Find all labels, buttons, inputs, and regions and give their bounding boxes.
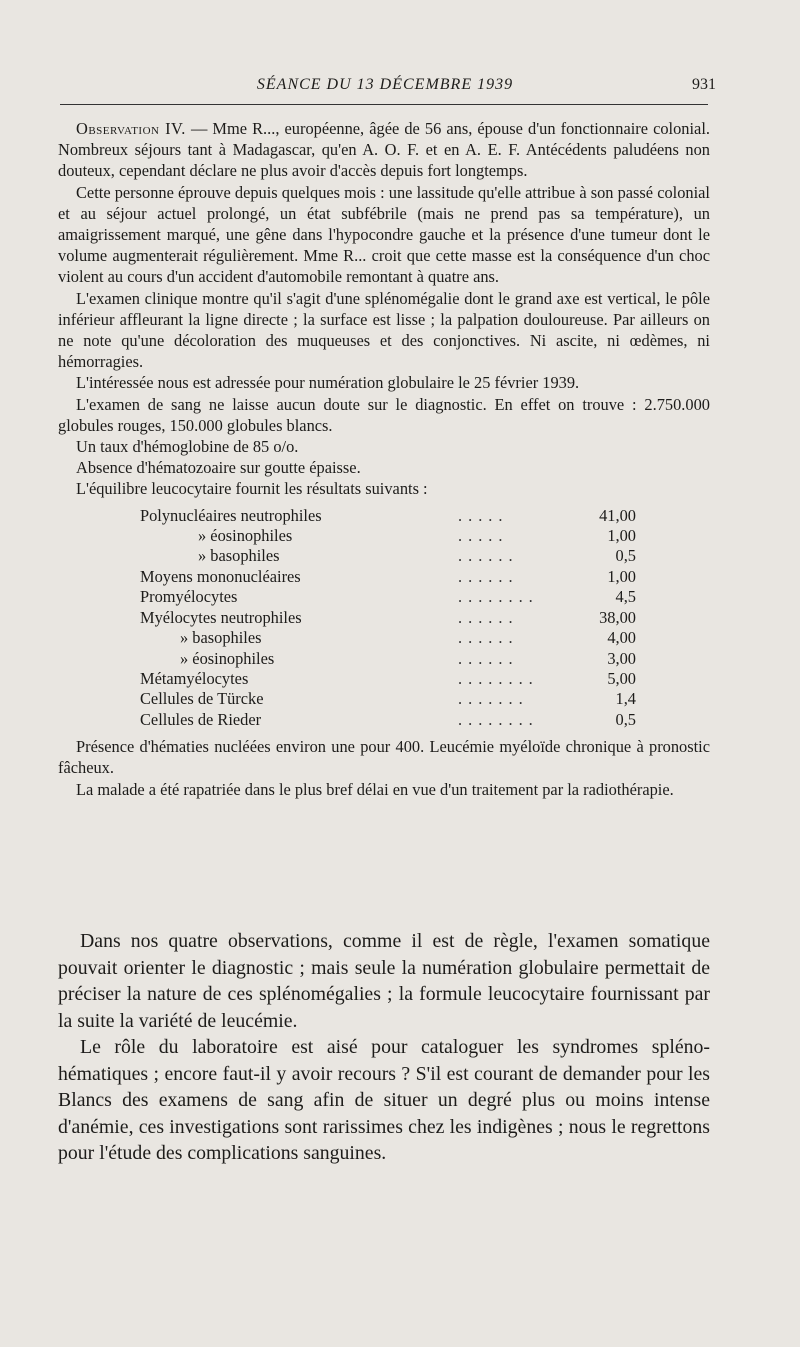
observation-paragraph-6: Un taux d'hémoglobine de 85 o/o. — [76, 437, 299, 457]
formula-label: Promyélocytes — [140, 587, 238, 607]
leader-dots: ....... — [458, 689, 529, 709]
observation-paragraph-7: Absence d'hématozoaire sur goutte épaisse. — [76, 458, 361, 478]
formula-value: 3,00 — [607, 648, 636, 668]
running-title: SÉANCE DU 13 DÉCEMBRE 1939 — [256, 76, 514, 93]
observation-paragraph-10: La malade a été rapatriée dans le plus bref délai en vue d'un traitement par la radiothérapie. — [76, 779, 674, 799]
formula-value: 1,00 — [607, 566, 636, 586]
observation-paragraph-8: L'équilibre leucocytaire fournit les résultats suivants : — [76, 479, 428, 499]
discussion-paragraph-1: Dans nos quatre observations, comme il est de règle, l'examen somatique pouvait orienter le diagnostic ; mais seule la numération globulaire permettait de préciser la nature de ces splénomégalies ; la formule leucocytaire fournissant par la suite la variété de leucémie. — [58, 930, 710, 1032]
formula-row — [140, 628, 636, 648]
formula-label: Cellules de Türcke — [140, 689, 264, 709]
formula-value: 0,5 — [615, 546, 636, 566]
formula-value: 4,5 — [615, 587, 636, 607]
discussion-paragraph-2: Le rôle du laboratoire est aisé pour cataloguer les syndromes spléno-hématiques ; encore faut-il y avoir recours ? S'il est courant de demander pour les Blancs des examens de sang afin de situer un degré plus ou moins intense d'anémie, ces investigations sont rarissimes chez les indigènes ; nous le regrettons pour l'étude des complications sanguines. — [58, 1036, 710, 1164]
formula-row — [140, 710, 636, 730]
leader-dots: ........ — [458, 709, 539, 729]
leader-dots: ...... — [458, 607, 519, 627]
formula-value: 38,00 — [599, 607, 636, 627]
formula-row — [140, 526, 636, 546]
formula-row — [140, 546, 636, 566]
formula-label: » basophiles — [198, 546, 280, 566]
formula-row — [140, 669, 636, 689]
formula-label: » éosinophiles — [180, 648, 275, 668]
formula-value: 1,4 — [615, 689, 636, 709]
leader-dots: ........ — [458, 587, 539, 607]
formula-value: 5,00 — [607, 668, 636, 688]
page-number: 931 — [692, 76, 716, 93]
observation-section — [58, 118, 710, 800]
observation-label: Observation IV. — [76, 119, 186, 138]
leader-dots: ...... — [458, 628, 519, 648]
observation-paragraph-3: L'examen clinique montre qu'il s'agit d'une splénomégalie dont le grand axe est vertical, le pôle inférieur affleurant la ligne directe ; la surface est lisse ; la palpation douloureuse. Par ailleurs on ne note qu'une décoloration des muqueuses et des conjonctives. Ni ascite, ni œdèmes, ni hémorragies. — [58, 288, 710, 372]
observation-paragraph-9: Présence d'hématies nucléées environ une pour 400. Leucémie myéloïde chronique à pronostic fâcheux. — [58, 737, 710, 778]
formula-value: 0,5 — [615, 709, 636, 729]
observation-paragraph-5: L'examen de sang ne laisse aucun doute sur le diagnostic. En effet on trouve : 2.750.000 globules rouges, 150.000 globules blancs. — [58, 394, 710, 435]
observation-paragraph-4: L'intéressée nous est adressée pour numération globulaire le 25 février 1939. — [76, 373, 580, 393]
header-rule — [60, 104, 708, 105]
formula-label: Moyens mononucléaires — [140, 566, 301, 586]
leader-dots: ...... — [458, 648, 519, 668]
formula-row — [140, 689, 636, 709]
formula-label: » éosinophiles — [198, 526, 293, 546]
formula-value: 41,00 — [599, 505, 636, 525]
leucocyte-formula-table — [140, 506, 636, 730]
formula-row — [140, 587, 636, 607]
page-header — [60, 76, 716, 100]
leader-dots: ..... — [458, 505, 509, 525]
formula-row — [140, 506, 636, 526]
formula-label: Métamyélocytes — [140, 668, 249, 688]
formula-value: 4,00 — [607, 628, 636, 648]
observation-paragraph-1 — [58, 118, 710, 182]
leader-dots: ........ — [458, 668, 539, 688]
formula-label: » basophiles — [180, 628, 262, 648]
observation-paragraph-2: Cette personne éprouve depuis quelques mois : une lassitude qu'elle attribue à son passé colonial et au séjour actuel prolongé, un état subfébrile (mais ne prend pas sa température), un amaigrissement marqué, une gêne dans l'hypocondre gauche et la présence d'une tumeur dont le volume augmenterait régulièrement. Mme R... croit que cette masse est la conséquence d'un choc violent au cours d'un accident d'automobile remontant à quatre ans. — [58, 182, 710, 287]
leader-dots: ...... — [458, 546, 519, 566]
formula-row — [140, 567, 636, 587]
observation-p1-text: — Mme R..., européenne, âgée de 56 ans, épouse d'un fonctionnaire colonial. Nombreux séjours tant à Madagascar, qu'en A. O. F. et en A. E. F. Antécédents paludéens non douteux, cependant déclare ne plus avoir d'accès depuis fort longtemps. — [58, 119, 710, 181]
formula-value: 1,00 — [607, 526, 636, 546]
discussion-section — [58, 928, 710, 1167]
formula-label: Cellules de Rieder — [140, 709, 262, 729]
formula-row — [140, 608, 636, 628]
formula-label: Myélocytes neutrophiles — [140, 607, 302, 627]
formula-label: Polynucléaires neutrophiles — [140, 505, 322, 525]
leader-dots: ...... — [458, 566, 519, 586]
leader-dots: ..... — [458, 526, 509, 546]
formula-row — [140, 649, 636, 669]
